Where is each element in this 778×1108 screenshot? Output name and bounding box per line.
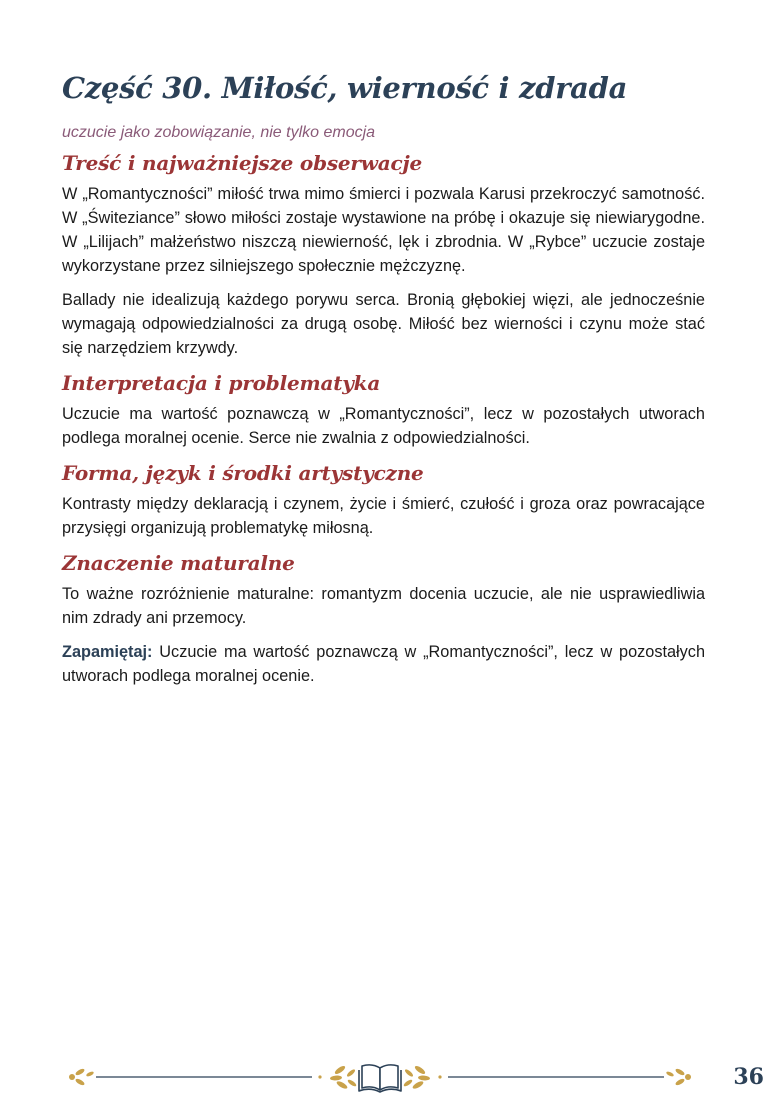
section-paragraph: Uczucie ma wartość poznawczą w „Romantyczności”, lecz w pozostałych utworach podlega moralnej ocenie. Serce nie zwalnia z odpowiedzialności.: [62, 405, 705, 447]
laurel-right-icon: [403, 1065, 430, 1090]
section-observations: [62, 150, 705, 360]
section-heading: Interpretacja i problematyka: [62, 371, 381, 395]
remember-label: Zapamiętaj:: [62, 643, 153, 661]
remember-text: Uczucie ma wartość poznawczą w „Romantyczności”, lecz w pozostałych utworach podlega moralnej ocenie.: [62, 643, 706, 685]
laurel-left-icon: [330, 1065, 357, 1090]
page-content: [62, 68, 705, 698]
section-heading: Forma, język i środki artystyczne: [62, 461, 424, 485]
left-leaf-icon: [69, 1068, 94, 1087]
page-subtitle: uczucie jako zobowiązanie, nie tylko emocja: [62, 124, 376, 141]
section-heading: Znaczenie maturalne: [62, 551, 295, 575]
page-number: 36: [733, 1064, 764, 1090]
section-matura: [62, 550, 705, 688]
footer-ornament: [0, 1060, 740, 1096]
right-leaf-icon: [666, 1068, 691, 1087]
section-paragraph: W „Romantyczności” miłość trwa mimo śmierci i pozwala Karusi przekroczyć samotność. W „Świteziance” słowo miłości zostaje wystawione na próbę i okazuje się niewiarygodne. W „Lilijach” małżeństwo niszczą niewierność, lęk i zbrodnia. W „Rybce” uczucie zostaje wykorzystane przez silniejszego społecznie mężczyznę.: [62, 185, 705, 275]
section-paragraph: To ważne rozróżnienie maturalne: romantyzm docenia uczucie, ale nie usprawiedliwia nim zdrady ani przemocy.: [62, 585, 705, 627]
page-footer: [0, 1060, 778, 1096]
remember-note: [62, 640, 705, 688]
open-book-icon: [359, 1065, 401, 1092]
page-title: Część 30. Miłość, wierność i zdrada: [62, 71, 628, 105]
section-paragraph: Ballady nie idealizują każdego porywu serca. Bronią głębokiej więzi, ale jednocześnie wymagają odpowiedzialności za drugą osobę. Miłość bez wierności i czynu może stać się narzędziem krzywdy.: [62, 291, 705, 357]
section-paragraph: Kontrasty między deklaracją i czynem, życie i śmierć, czułość i groza oraz powracające przysięgi organizują problematykę miłosną.: [62, 495, 705, 537]
section-heading: Treść i najważniejsze obserwacje: [62, 151, 423, 175]
section-form: [62, 460, 705, 540]
section-interpretation: [62, 370, 705, 450]
